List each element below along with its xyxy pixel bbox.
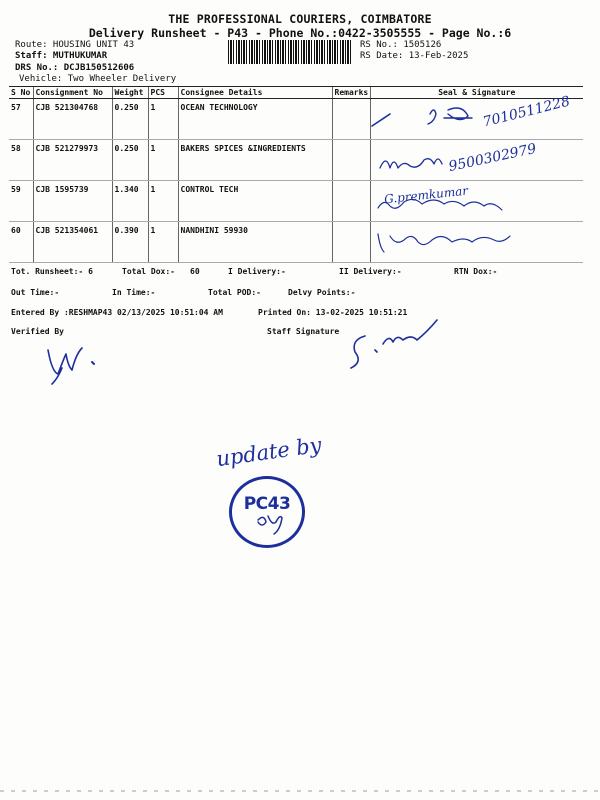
header-weight: Weight bbox=[112, 87, 148, 99]
cell-consignee: CONTROL TECH bbox=[178, 181, 332, 222]
update-by-note: update by bbox=[214, 432, 323, 472]
cell-pcs: 1 bbox=[148, 140, 178, 181]
total-dox-value: 60 bbox=[190, 267, 200, 276]
handwritten-signatures bbox=[360, 96, 590, 266]
cell-consignee: BAKERS SPICES &INGREDIENTS bbox=[178, 140, 332, 181]
total-pod: Total POD:- bbox=[208, 288, 261, 297]
cell-weight: 0.390 bbox=[112, 222, 148, 263]
out-time: Out Time:- bbox=[11, 288, 60, 297]
handwriting-row-2: 9500302979 bbox=[447, 140, 538, 176]
total-runsheet: Tot. Runsheet:- 6 bbox=[11, 267, 93, 276]
cell-consignment: CJB 1595739 bbox=[33, 181, 112, 222]
cell-sno: 57 bbox=[9, 99, 33, 140]
rtn-dox: RTN Dox:- bbox=[454, 267, 498, 276]
ii-delivery: II Delivery:- bbox=[339, 267, 402, 276]
handwriting-row-3: G.premkumar bbox=[383, 183, 469, 207]
header-consignment: Consignment No bbox=[33, 87, 112, 99]
cell-consignee: NANDHINI 59930 bbox=[178, 222, 332, 263]
cell-consignee: OCEAN TECHNOLOGY bbox=[178, 99, 332, 140]
drs-number: DRS No.: DCJB150512606 bbox=[15, 63, 135, 73]
printed-on: Printed On: 13-02-2025 10:51:21 bbox=[258, 308, 408, 317]
cell-sno: 60 bbox=[9, 222, 33, 263]
rs-date: RS Date: 13-Feb-2025 bbox=[360, 51, 469, 61]
in-time: In Time:- bbox=[112, 288, 156, 297]
verified-by-label: Verified By bbox=[11, 327, 64, 336]
cell-consignment: CJB 521304768 bbox=[33, 99, 112, 140]
delvy-points: Delvy Points:- bbox=[288, 288, 356, 297]
cell-pcs: 1 bbox=[148, 181, 178, 222]
company-title: THE PROFESSIONAL COURIERS, COIMBATORE bbox=[168, 12, 432, 26]
entered-by: Entered By :RESHMAP43 02/13/2025 10:51:04 AM bbox=[11, 308, 223, 317]
cell-sno: 59 bbox=[9, 181, 33, 222]
cell-consignment: CJB 521279973 bbox=[33, 140, 112, 181]
verifier-signature bbox=[40, 338, 110, 388]
handwriting-row-1: 7010511228 bbox=[481, 93, 572, 131]
i-delivery: I Delivery:- bbox=[228, 267, 286, 276]
vehicle-label: Vehicle: Two Wheeler Delivery bbox=[19, 74, 177, 84]
cell-weight: 0.250 bbox=[112, 140, 148, 181]
barcode-image bbox=[228, 40, 352, 64]
cell-weight: 0.250 bbox=[112, 99, 148, 140]
cell-pcs: 1 bbox=[148, 99, 178, 140]
route-label: Route: HOUSING UNIT 43 bbox=[15, 40, 135, 50]
staff-signature-label: Staff Signature bbox=[267, 327, 340, 336]
staff-signature-mark bbox=[345, 306, 445, 370]
total-dox-label: Total Dox:- bbox=[122, 267, 175, 276]
header-seal-signature: Seal & Signature bbox=[370, 87, 583, 99]
cell-sno: 58 bbox=[9, 140, 33, 181]
bottom-edge bbox=[0, 790, 600, 792]
cell-consignment: CJB 521354061 bbox=[33, 222, 112, 263]
cell-pcs: 1 bbox=[148, 222, 178, 263]
runsheet-subtitle: Delivery Runsheet - P43 - Phone No.:0422-3505555 - Page No.:6 bbox=[88, 26, 512, 40]
stamp-initials bbox=[252, 510, 292, 536]
header-sno: S No bbox=[9, 87, 33, 99]
header-remarks: Remarks bbox=[332, 87, 370, 99]
rs-number: RS No.: 1505126 bbox=[360, 40, 442, 50]
staff-label: Staff: MUTHUKUMAR bbox=[15, 51, 108, 61]
cell-weight: 1.340 bbox=[112, 181, 148, 222]
header-consignee: Consignee Details bbox=[178, 87, 332, 99]
stamp-label: PC43 bbox=[243, 494, 291, 514]
header-pcs: PCS bbox=[148, 87, 178, 99]
